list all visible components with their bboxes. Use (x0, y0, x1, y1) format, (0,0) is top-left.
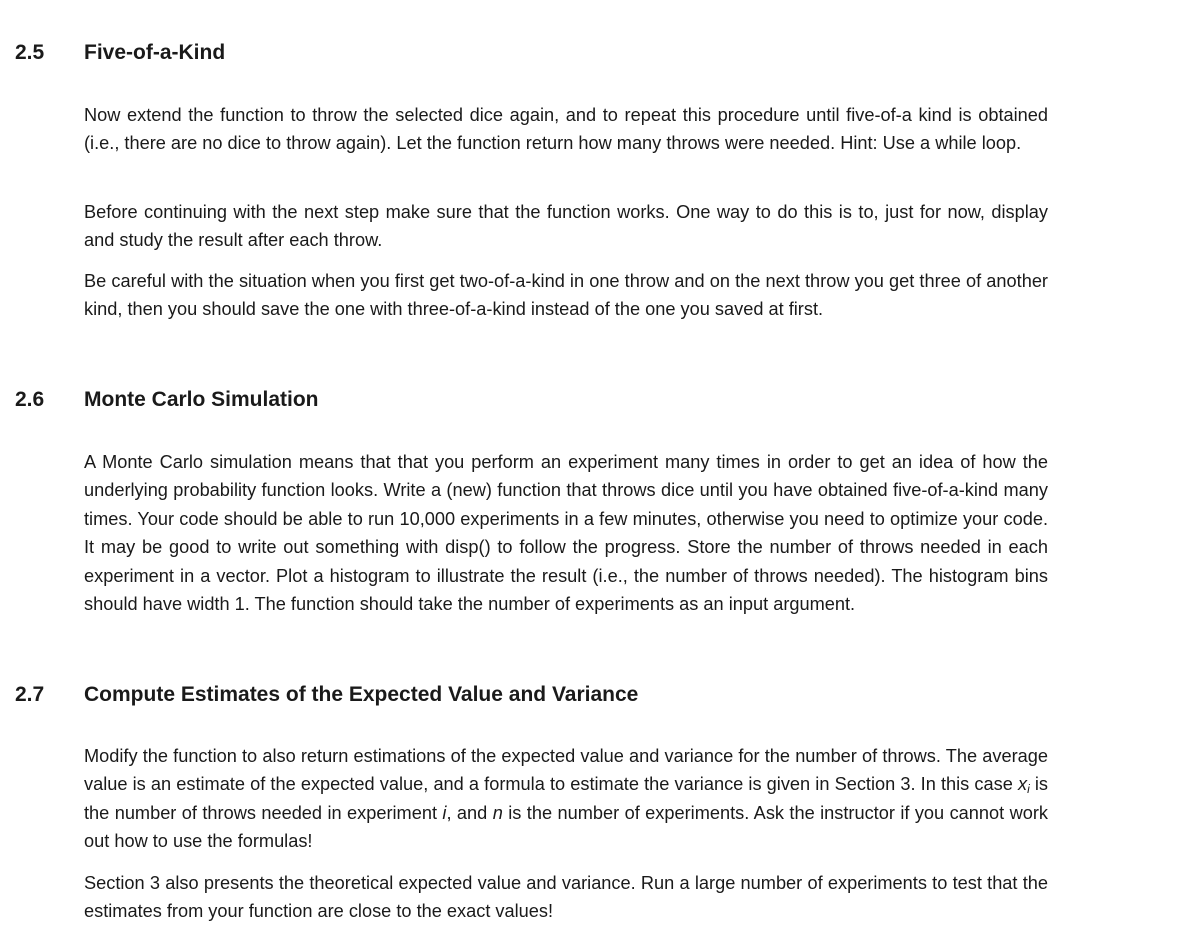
text-run: is the number of throws needed in experiment (84, 774, 1049, 823)
paragraph (84, 742, 1048, 856)
section-number: 2.7 (15, 683, 45, 706)
section-heading (0, 385, 1186, 415)
paragraph: Be careful with the situation when you first get two-of-a-kind in one throw and on the next throw you get three of another kind, then you should save the one with three-of-a-kind instead of the one you saved at first. (84, 271, 1048, 320)
text-run: , and (446, 802, 493, 823)
section-heading (0, 38, 1186, 68)
text-run: is the number of experiments. Ask the instructor if you cannot work out how to use the formulas! (84, 802, 1048, 852)
section-heading (0, 680, 1186, 710)
section-number: 2.5 (15, 41, 45, 64)
math-variable-n: n (492, 802, 503, 823)
paragraph: A Monte Carlo simulation means that that you perform an experiment many times in order to get an idea of how the underlying probability function looks. Write a (new) function that throws dice until you have obtained five-of-a-kind many times. Your code should be able to run 10,000 experiments in a few minutes, otherwise you need to optimize your code. It may be good to write out something with disp() to follow the progress. Store the number of throws needed in each experiment in a vector. Plot a histogram to illustrate the result (i.e., the number of throws needed). The histogram bins should have width 1. The function should take the number of experiments as an input argument. (84, 452, 1048, 615)
section-title: Monte Carlo Simulation (84, 388, 319, 411)
text-run: Modify the function to also return estimations of the expected value and variance for the number of throws. The average value is an estimate of the expected value, and a formula to estimate the variance is given in Section 3. In this case (84, 746, 1048, 795)
section-title: Five-of-a-Kind (84, 41, 226, 64)
paragraph: Now extend the function to throw the selected dice again, and to repeat this procedure until five-of-a kind is obtained (i.e., there are no dice to throw again). Let the function return how many throws were needed. Hint: Use a while loop. (84, 105, 1048, 154)
paragraph: Before continuing with the next step make sure that the function works. One way to do this is to, just for now, display and study the result after each throw. (84, 202, 1048, 251)
section-title: Compute Estimates of the Expected Value and Variance (84, 683, 639, 706)
math-variable-i: i (442, 802, 447, 823)
paragraph: Section 3 also presents the theoretical expected value and variance. Run a large number of experiments to test that the estimates from your function are close to the exact values! (84, 873, 1048, 922)
math-variable-x: x (1017, 774, 1028, 795)
section-number: 2.6 (15, 388, 45, 411)
math-subscript-i: i (1027, 782, 1030, 797)
